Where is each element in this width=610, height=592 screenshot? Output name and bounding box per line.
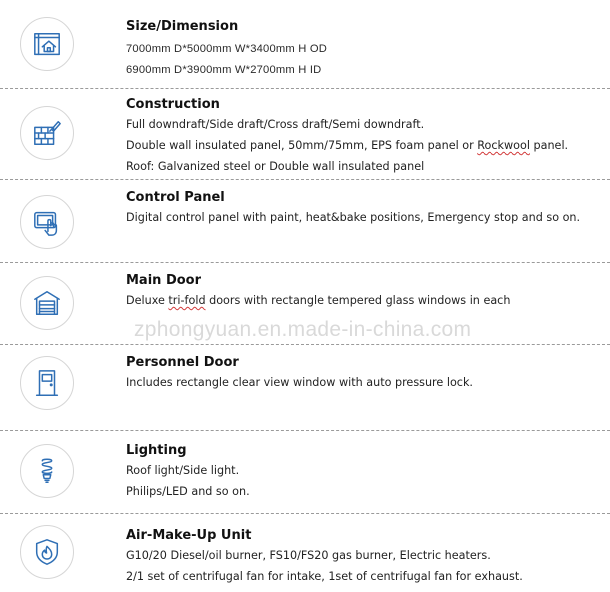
od-dimension: 7000mm D*5000mm W*3400mm H OD: [126, 43, 328, 55]
personnel-door-desc: Includes rectangle clear view window with auto pressure lock.: [126, 376, 473, 389]
blueprint-house-icon: [20, 17, 74, 71]
section-title: Lighting: [126, 443, 187, 458]
touch-tablet-icon: [20, 195, 74, 249]
burner-options: G10/20 Diesel/oil burner, FS10/FS20 gas burner, Electric heaters.: [126, 549, 491, 562]
construction-text: [126, 97, 602, 177]
wall-panel-end: panel.: [529, 139, 569, 152]
spellcheck-word: tri-fold: [168, 294, 206, 307]
wall-panel: [126, 135, 602, 156]
section-title: Control Panel: [126, 190, 225, 205]
door-icon: [20, 356, 74, 410]
section-air-make-up-unit: [0, 513, 610, 592]
section-size-dimension: [0, 0, 610, 88]
control-panel-desc: Digital control panel with paint, heat&bake positions, Emergency stop and so on.: [126, 211, 581, 224]
fan-configuration: 2/1 set of centrifugal fan for intake, 1set of centrifugal fan for exhaust.: [126, 570, 523, 583]
wall-panel-text: Double wall insulated panel, 50mm/75mm, EPS foam panel or: [126, 139, 478, 152]
section-control-panel: [0, 179, 610, 262]
section-title: Construction: [126, 97, 220, 112]
flame-shield-icon: [20, 525, 74, 579]
control-panel-text: [126, 190, 602, 228]
section-lighting: [0, 430, 610, 513]
brick-wall-trowel-icon: [20, 106, 74, 160]
main-door-desc-end: doors with rectangle tempered glass windows in each: [205, 294, 511, 307]
garage-door-icon: [20, 276, 74, 330]
spellcheck-word: Rockwool: [477, 139, 530, 152]
section-title: Size/Dimension: [126, 19, 239, 34]
section-construction: [0, 88, 610, 179]
personnel-door-text: [126, 355, 602, 393]
lighting-text: [126, 443, 602, 502]
section-title: Main Door: [126, 273, 202, 288]
main-door-text: [126, 273, 602, 311]
draft-types: Full downdraft/Side draft/Cross draft/Semi downdraft.: [126, 118, 425, 131]
watermark: zphongyuan.en.made-in-china.com: [134, 318, 472, 341]
section-main-door: [0, 262, 610, 344]
main-door-desc: [126, 290, 602, 311]
section-title: Personnel Door: [126, 355, 239, 370]
size-dimension-text: [126, 19, 602, 81]
section-personnel-door: [0, 344, 610, 430]
lighting-position: Roof light/Side light.: [126, 464, 240, 477]
air-make-up-text: [126, 528, 602, 587]
lighting-brand: Philips/LED and so on.: [126, 485, 250, 498]
section-title: Air-Make-Up Unit: [126, 528, 252, 543]
roof-material: Roof: Galvanized steel or Double wall insulated panel: [126, 160, 425, 173]
main-door-desc-start: Deluxe: [126, 294, 169, 307]
light-bulb-icon: [20, 444, 74, 498]
id-dimension: 6900mm D*3900mm W*2700mm H ID: [126, 64, 322, 76]
